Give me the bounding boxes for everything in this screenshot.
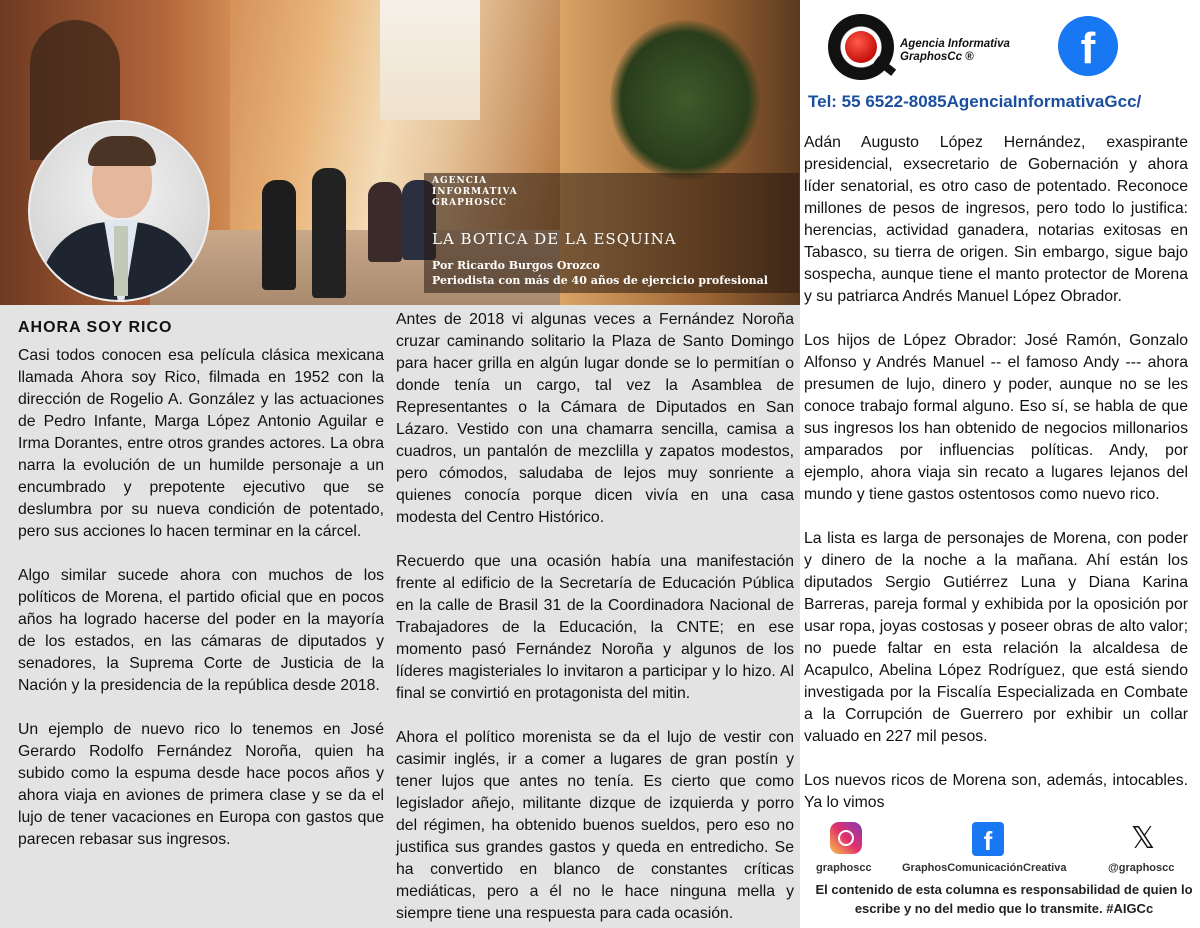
x-twitter-icon[interactable]: 𝕏 (1130, 821, 1156, 856)
header-banner-image (0, 0, 800, 305)
facebook-page[interactable]: AgenciaInformativaGcc/ (946, 92, 1142, 111)
paragraph: Adán Augusto López Hernández, exaspirante presidencial, exsecretario de Gobernación y ahora líder senatorial, es otro caso de potentado. Reconoce millones de pesos de ingresos, pero todo lo justifica: herencias, actividad ganadera, notarias exitosas en Tabasco, su tierra de origen. Sin embargo, sigue bajo sospecha, aunque tiene el manto protector de Morena y su patriarca Andrés Manuel López Obrador. (804, 134, 1188, 305)
pedestrian (368, 182, 402, 262)
disclaimer: El contenido de esta columna es responsabilidad de quien lo escribe y no del medio que lo transmite. #AIGCc (815, 882, 1193, 916)
paragraph: Los hijos de López Obrador: José Ramón, Gonzalo Alfonso y Andrés Manuel -- el famoso Andy --- ahora presumen de lujo, dinero y poder, aunque no se les conoce trabajo formal alguno. Eso sí, se habla de que sus ingresos los han obtenido de negocios millonarios amparados por influencias políticas. Andy, por ejemplo, ahora viaja sin recato a lugares lejanos del mundo y tiene gastos ostentosos como nuevo rico. (804, 332, 1188, 503)
sky (380, 0, 480, 120)
article-column-right (800, 0, 1200, 928)
paragraph: Algo similar sucede ahora con muchos de los políticos de Morena, el partido oficial que en pocos años ha logrado hacerse del poder en la mayoría de los estados, en las cámaras de diputados y senadores, la Suprema Corte de Justicia de la Nación y la presidencia de la república desde 2018. (18, 567, 384, 694)
pedestrian (312, 168, 346, 298)
byline (432, 258, 768, 288)
agency-label: AGENCIA INFORMATIVA GRAPHOSCC (432, 176, 518, 208)
instagram-icon[interactable] (830, 822, 862, 854)
logo-text (900, 38, 1010, 64)
paragraph: Ahora el político morenista se da el lujo de vestir con casimir inglés, ir a comer a lugares de gran postín y tener lujos que antes no tenía. Es cierto que como legislador añejo, militante dizque de izquierda y porro del régimen, ha obtenido buenos sueldos, pero eso no justifica sus grandes gastos y queda en entredicho. Se ha convertido en blanco de constantes críticas mediáticas, pero a él no le hace ninguna mella y siempre tiene una respuesta para cada ocasión. (396, 729, 794, 922)
right-column-text (804, 132, 1188, 836)
facebook-handle[interactable]: GraphosComunicaciónCreativa (902, 862, 1067, 874)
column-title: LA BOTICA DE LA ESQUINA (432, 230, 677, 248)
paragraph: Recuerdo que una ocasión había una manifestación frente al edificio de la Secretaría de Educación Pública en la calle de Brasil 31 de la Coordinadora Nacional de Trabajadores de la Educación, la CNTE; en ese momento pasó Fernández Noroña y algunos de los líderes magisteriales lo invitaron a participar y lo hizo. Al final se convirtió en protagonista del mitin. (396, 553, 794, 702)
logo-red-dot (845, 31, 877, 63)
logo-line-1: Agencia Informativa (900, 38, 1010, 50)
article-headline: AHORA SOY RICO (18, 319, 173, 336)
paragraph: Un ejemplo de nuevo rico lo tenemos en José Gerardo Rodolfo Fernández Noroña, quien ha subido como la espuma desde hace pocos años y ahora viaja en aviones de primera clase y se da el lujo de tener vacaciones en Europa con gastos que parecen rebasar sus ingresos. (18, 721, 384, 848)
author-portrait (28, 120, 210, 302)
balcony-plants (610, 20, 760, 180)
x-handle[interactable]: @graphoscc (1108, 862, 1175, 874)
paragraph: Los nuevos ricos de Morena son, además, intocables. Ya lo vimos (804, 772, 1188, 811)
instagram-handle[interactable]: graphoscc (816, 862, 872, 874)
telephone[interactable]: Tel: 55 6522-8085 (808, 92, 947, 111)
paragraph: La lista es larga de personajes de Morena, con poder y dinero de la noche a la mañana. Ahí están los diputados Sergio Gutiérrez Luna y Diana Karina Barreras, pareja formal y exhibida por la oposición por usar ropa, joyas costosas y poseer obras de alto valor; no puede faltar en esta relación la alcaldesa de Acapulco, Abelina López Rodríguez, que está siendo investigada por la Fiscalía Especializada en Combate a la Corrupción de Guerrero por exhibir un collar valuado en 227 mil pesos. (804, 530, 1188, 745)
byline-description: Periodista con más de 40 años de ejercicio profesional (432, 274, 768, 287)
logo-line-2: GraphosCc ® (900, 51, 974, 63)
portrait-hair (88, 136, 156, 166)
byline-author: Por Ricardo Burgos Orozco (432, 259, 600, 272)
paragraph: Casi todos conocen esa película clásica mexicana llamada Ahora soy Rico, filmada en 1952 con la dirección de Rogelio A. González y las actuaciones de Pedro Infante, Marga López Antonio Aguilar e Irma Dorantes, entre otros grandes actores. La obra narra la evolución de un humilde personaje a un encumbrado y prepotente ejecutivo que se deslumbra por su nueva condición de potentado, pero sus acciones lo hacen terminar en la cárcel. (18, 347, 384, 540)
facebook-small-icon[interactable]: f (972, 822, 1004, 856)
facebook-icon[interactable]: f (1058, 16, 1118, 76)
article-column-left (0, 305, 392, 928)
pedestrian (262, 180, 296, 290)
contact-line (808, 92, 1141, 112)
paragraph: Antes de 2018 vi algunas veces a Fernández Noroña cruzar caminando solitario la Plaza de Santo Domingo para hacer grilla en algún lugar donde se lo permitían o donde tenía un cargo, tal vez la Asamblea de Representantes o la Cámara de Diputados en San Lázaro. Vestido con una chamarra sencilla, camisa a cuadros, un pantalón de mezclilla y zapatos modestos, pero cómodos, saludaba de lejos muy sonriente a quienes conocía porque dicen vivía en una casa modesta del Centro Histórico. (396, 311, 794, 526)
logo-q-tail (874, 56, 896, 76)
article-column-middle (392, 305, 800, 928)
portrait-tie (114, 226, 128, 296)
graphoscc-logo-icon (828, 14, 894, 80)
